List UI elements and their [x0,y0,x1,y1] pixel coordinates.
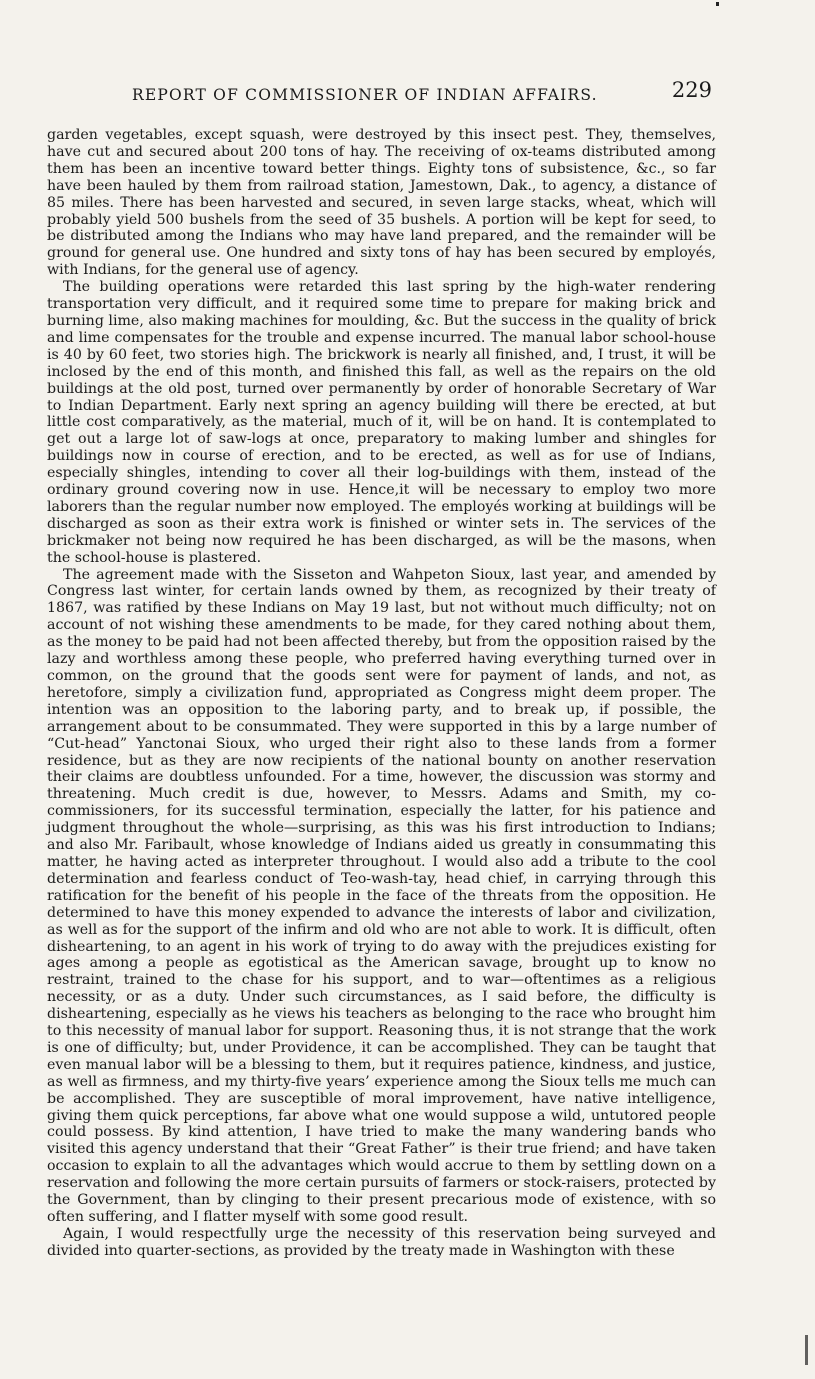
paragraph-reservation-survey: Again, I would respectfully urge the necessity of this reservation being surveyed and divided into quarter-sections, as provided by the treaty made in Washington with these [47,1225,716,1259]
paragraph-building-operations: The building operations were retarded this last spring by the high-water rendering transportation very difficult, and it required some time to prepare for making brick and burning lime, also making machines for moulding, &c. But the success in the quality of brick and lime compensates for the trouble and expense incurred. The manual labor school-house is 40 by 60 feet, two stories high. The brickwork is nearly all finished, and, I trust, it will be inclosed by the end of this month, and finished this fall, as well as the repairs on the old buildings at the old post, turned over permanently by order of honorable Secretary of War to Indian Department. Early next spring an agency building will there be erected, at but little cost comparatively, as the material, much of it, will be on hand. It is contemplated to get out a large lot of saw-logs at once, preparatory to making lumber and shingles for buildings now in course of erection, and to be erected, as well as for use of Indians, especially shingles, intending to cover all their log-buildings with them, instead of the ordinary ground covering now in use. Hence,it will be necessary to employ two more laborers than the regular number now employed. The employés working at buildings will be discharged as soon as their extra work is finished or winter sets in. The services of the brickmaker not being now required he has been discharged, as will be the masons, when the school-house is plastered. [47,279,716,566]
paragraph-continued: garden vegetables, except squash, were destroyed by this insect pest. They, themselves, have cut and secured about 200 tons of hay. The receiving of ox-teams distributed among them has been an incentive toward better things. Eighty tons of subsistence, &c., so far have been hauled by them from railroad station, Jamestown, Dak., to agency, a distance of 85 miles. There has been harvested and secured, in seven large stacks, wheat, which will probably yield 500 bushels from the seed of 35 bushels. A portion will be kept for seed, to be distributed among the Indians who may have land prepared, and the remainder will be ground for general use. One hundred and sixty tons of hay has been secured by employés, with Indians, for the general use of agency. [47,127,716,279]
paragraph-sisseton-agreement: The agreement made with the Sisseton and Wahpeton Sioux, last year, and amended by Congress last winter, for certain lands owned by them, as recognized by their treaty of 1867, was ratified by these Indians on May 19 last, but not without much difficulty; not on account of not wishing these amendments to be made, for they cared nothing about them, as the money to be paid had not been affected thereby, but from the opposition raised by the lazy and worthless among these people, who preferred having everything turned over in common, on the ground that the goods sent were for payment of lands, and not, as heretofore, simply a civilization fund, appropriated as Congress might deem proper. The intention was an opposition to the laboring party, and to break up, if possible, the arrangement about to be consummated. They were supported in this by a large number of “Cut-head” Yanctonai Sioux, who urged their right also to these lands from a former residence, but as they are now recipients of the national bounty on another reservation their claims are doubtless unfounded. For a time, however, the discussion was stormy and threatening. Much credit is due, however, to Messrs. Adams and Smith, my co-commissioners, for its successful termination, especially the latter, for his patience and judgment throughout the whole—surprising, as this was his first introduction to Indians; and also Mr. Faribault, whose knowledge of Indians aided us greatly in consummating this matter, he having acted as interpreter throughout. I would also add a tribute to the cool determination and fearless conduct of Teo-wash-tay, head chief, in carrying through this ratification for the benefit of his people in the face of the threats from the opposition. He determined to have this money expended to advance the interests of labor and civilization, as well as for the support of the infirm and old who are not able to work. It is difficult, often disheartening, to an agent in his work of trying to do away with the prejudices existing for ages among a people as egotistical as the American savage, brought up to know no restraint, trained to the chase for his support, and to war—oftentimes as a religious necessity, or as a duty. Under such circumstances, as I said before, the difficulty is disheartening, especially as he views his teachers as belonging to the race who brought him to this necessity of manual labor for support. Reasoning thus, it is not strange that the work is one of difficulty; but, under Providence, it can be accomplished. They can be taught that even manual labor will be a blessing to them, but it requires patience, kindness, and justice, as well as firmness, and my thirty-five years’ experience among the Sioux tells me much can be accomplished. They are susceptible of moral improvement, have native intelligence, giving them quick perceptions, far above what one would suppose a wild, untutored people could possess. By kind attention, I have tried to make the many wandering bands who visited this agency understand that their “Great Father” is their true friend; and have taken occasion to explain to all the advantages which would accrue to them by settling down on a reservation and following the more certain pursuits of farmers or stock-raisers, protected by the Government, than by clinging to their present precarious mode of existence, with so often suffering, and I flatter myself with some good result. [47,566,716,1225]
page-number: 229 [671,78,712,102]
body-text [47,127,716,1260]
edge-speck-top [716,2,719,6]
page-header [120,78,720,108]
edge-speck-bottom [805,1335,808,1365]
running-title: REPORT OF COMMISSIONER OF INDIAN AFFAIRS. [132,86,598,104]
